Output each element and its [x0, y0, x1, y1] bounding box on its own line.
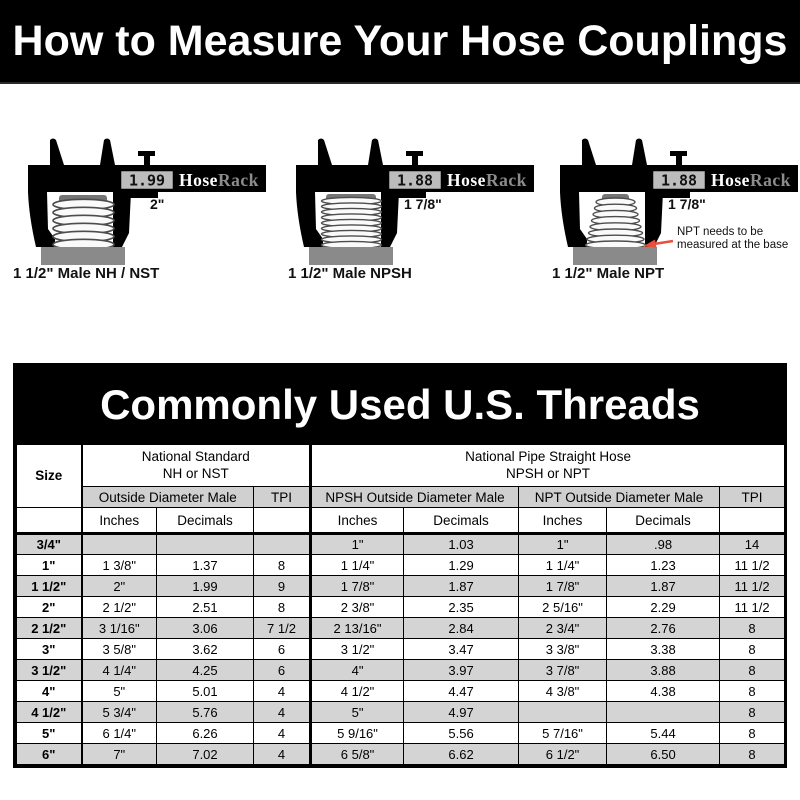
- table-cell: 1.87: [607, 576, 720, 597]
- table-cell: 1.87: [404, 576, 519, 597]
- table-cell: 2": [82, 576, 157, 597]
- col-header-tpi-2: TPI: [720, 487, 785, 508]
- table-cell: 7": [82, 744, 157, 765]
- table-cell: 1": [311, 534, 404, 555]
- table-cell: 11 1/2: [720, 576, 785, 597]
- table-cell: 2 13/16": [311, 618, 404, 639]
- table-cell: 3 7/8": [519, 660, 607, 681]
- col-header-decimals: Decimals: [607, 508, 720, 534]
- brand-part1: Hose: [447, 170, 486, 190]
- table-cell: 1.03: [404, 534, 519, 555]
- table-cell: 1": [519, 534, 607, 555]
- lcd-value: 1.88: [660, 171, 698, 190]
- brand-logo: [447, 170, 527, 190]
- col-header-npsh-od: NPSH Outside Diameter Male: [311, 487, 519, 508]
- table-cell: 2 3/8": [311, 597, 404, 618]
- npt-annotation-line2: measured at the base: [677, 239, 789, 251]
- col-header-size: Size: [17, 445, 82, 508]
- units-blank: [720, 508, 785, 534]
- table-row: [17, 555, 785, 576]
- table-cell: 1 3/8": [82, 555, 157, 576]
- table-cell: 4.97: [404, 702, 519, 723]
- lcd-value: 1.99: [128, 171, 166, 190]
- header-row-units: [17, 508, 785, 534]
- table-cell: 4 1/2": [311, 681, 404, 702]
- brand-part1: Hose: [711, 170, 750, 190]
- table-cell: 4": [17, 681, 82, 702]
- table-cell: 5.01: [157, 681, 254, 702]
- table-cell: 8: [720, 639, 785, 660]
- table-cell: 6.50: [607, 744, 720, 765]
- table-cell: 2.51: [157, 597, 254, 618]
- table-cell: 1.29: [404, 555, 519, 576]
- table-cell: 14: [720, 534, 785, 555]
- brand-part2: Rack: [485, 170, 527, 190]
- threads-table: [16, 444, 785, 765]
- table-cell: [82, 534, 157, 555]
- table-cell: 6 5/8": [311, 744, 404, 765]
- group2-line2: NPSH or NPT: [506, 465, 591, 481]
- table-row: [17, 660, 785, 681]
- coupling-threads: [53, 195, 114, 250]
- table-cell: 8: [720, 660, 785, 681]
- coupling-base: [41, 247, 125, 265]
- measure-label: 2": [150, 196, 165, 212]
- coupling-threads-tapered: [586, 194, 646, 249]
- brand-part2: Rack: [749, 170, 791, 190]
- table-cell: 4: [254, 702, 311, 723]
- units-blank: [254, 508, 311, 534]
- threads-table-container: [13, 363, 787, 768]
- caliper-figure-npsh: [268, 95, 536, 305]
- group2-line1: National Pipe Straight Hose: [465, 448, 631, 464]
- col-header-inches: Inches: [311, 508, 404, 534]
- table-cell: 1 1/2": [17, 576, 82, 597]
- table-cell: 6: [254, 639, 311, 660]
- page-title: How to Measure Your Hose Couplings: [12, 16, 788, 65]
- table-cell: 1 1/4": [519, 555, 607, 576]
- table-cell: 2 1/2": [82, 597, 157, 618]
- table-cell: .98: [607, 534, 720, 555]
- table-cell: 8: [254, 555, 311, 576]
- table-cell: 1.99: [157, 576, 254, 597]
- table-cell: 6 1/4": [82, 723, 157, 744]
- table-cell: 11 1/2: [720, 597, 785, 618]
- table-cell: 3 1/2": [311, 639, 404, 660]
- table-cell: 3 5/8": [82, 639, 157, 660]
- table-row: [17, 723, 785, 744]
- col-group-national-pipe: [311, 445, 785, 487]
- group1-line2: NH or NST: [162, 465, 229, 481]
- coupling-base: [309, 247, 393, 265]
- caliper-figures-section: [0, 95, 800, 305]
- table-cell: [519, 702, 607, 723]
- table-cell: 4 1/4": [82, 660, 157, 681]
- header-row-subgroups: [17, 487, 785, 508]
- table-cell: 9: [254, 576, 311, 597]
- npt-annotation-line1: NPT needs to be: [677, 226, 764, 238]
- coupling-threads: [322, 194, 382, 249]
- table-cell: 2": [17, 597, 82, 618]
- coupling-base: [573, 247, 657, 265]
- header-row-groups: [17, 445, 785, 487]
- table-cell: 3/4": [17, 534, 82, 555]
- table-cell: 4.25: [157, 660, 254, 681]
- table-cell: [157, 534, 254, 555]
- col-header-npt-od: NPT Outside Diameter Male: [519, 487, 720, 508]
- table-cell: 6.62: [404, 744, 519, 765]
- table-cell: 4 3/8": [519, 681, 607, 702]
- table-cell: 2.84: [404, 618, 519, 639]
- table-cell: 2.35: [404, 597, 519, 618]
- brand-logo: [711, 170, 791, 190]
- table-cell: 3 1/2": [17, 660, 82, 681]
- table-cell: 4 1/2": [17, 702, 82, 723]
- table-row: [17, 639, 785, 660]
- table-cell: 2 1/2": [17, 618, 82, 639]
- table-cell: 1 1/4": [311, 555, 404, 576]
- table-row: [17, 744, 785, 765]
- col-header-tpi-1: TPI: [254, 487, 311, 508]
- table-cell: 5 9/16": [311, 723, 404, 744]
- table-cell: [254, 534, 311, 555]
- page-header: [0, 0, 800, 84]
- col-header-inches: Inches: [519, 508, 607, 534]
- table-cell: 2.76: [607, 618, 720, 639]
- table-cell: 8: [720, 618, 785, 639]
- table-cell: 3.47: [404, 639, 519, 660]
- table-cell: 5": [311, 702, 404, 723]
- table-row: [17, 576, 785, 597]
- table-cell: 3 1/16": [82, 618, 157, 639]
- brand-part2: Rack: [217, 170, 259, 190]
- table-row: [17, 534, 785, 555]
- table-cell: 2.29: [607, 597, 720, 618]
- table-cell: 1.23: [607, 555, 720, 576]
- table-cell: 2 3/4": [519, 618, 607, 639]
- units-blank: [17, 508, 82, 534]
- table-cell: 3.88: [607, 660, 720, 681]
- table-cell: 6": [17, 744, 82, 765]
- group1-line1: National Standard: [141, 448, 250, 464]
- table-cell: 5.76: [157, 702, 254, 723]
- figure-caption: 1 1/2" Male NPT: [552, 265, 665, 282]
- table-body: [17, 534, 785, 765]
- table-title: Commonly Used U.S. Threads: [16, 366, 784, 444]
- table-row: [17, 681, 785, 702]
- col-header-decimals: Decimals: [157, 508, 254, 534]
- table-cell: 4.47: [404, 681, 519, 702]
- table-cell: 8: [720, 681, 785, 702]
- brand-part1: Hose: [179, 170, 218, 190]
- lcd-value: 1.88: [396, 171, 434, 190]
- table-cell: 5.44: [607, 723, 720, 744]
- table-cell: 3.62: [157, 639, 254, 660]
- table-cell: 1.37: [157, 555, 254, 576]
- caliper-figure-npt: [532, 95, 800, 305]
- table-cell: 4: [254, 744, 311, 765]
- col-header-od-male: Outside Diameter Male: [82, 487, 254, 508]
- table-cell: 5": [82, 681, 157, 702]
- table-cell: 7.02: [157, 744, 254, 765]
- table-cell: 6 1/2": [519, 744, 607, 765]
- table-cell: 3.38: [607, 639, 720, 660]
- table-cell: 1": [17, 555, 82, 576]
- table-cell: 8: [720, 744, 785, 765]
- table-cell: [607, 702, 720, 723]
- table-cell: 8: [720, 702, 785, 723]
- table-cell: 4.38: [607, 681, 720, 702]
- figure-caption: 1 1/2" Male NPSH: [288, 265, 412, 282]
- col-group-national-standard: [82, 445, 311, 487]
- table-cell: 8: [720, 723, 785, 744]
- caliper-diagram-icon: [268, 95, 536, 265]
- figure-caption: 1 1/2" Male NH / NST: [13, 265, 160, 282]
- table-cell: 3 3/8": [519, 639, 607, 660]
- table-cell: 5 7/16": [519, 723, 607, 744]
- table-row: [17, 597, 785, 618]
- table-cell: 4: [254, 681, 311, 702]
- brand-logo: [179, 170, 259, 190]
- table-cell: 2 5/16": [519, 597, 607, 618]
- table-cell: 4: [254, 723, 311, 744]
- table-cell: 6: [254, 660, 311, 681]
- table-cell: 5": [17, 723, 82, 744]
- table-cell: 6.26: [157, 723, 254, 744]
- measure-label: 1 7/8": [404, 196, 442, 212]
- table-cell: 3.97: [404, 660, 519, 681]
- table-cell: 8: [254, 597, 311, 618]
- caliper-diagram-icon: [0, 95, 268, 265]
- table-cell: 1 7/8": [311, 576, 404, 597]
- table-cell: 3.06: [157, 618, 254, 639]
- col-header-inches: Inches: [82, 508, 157, 534]
- table-row: [17, 618, 785, 639]
- col-header-decimals: Decimals: [404, 508, 519, 534]
- table-cell: 4": [311, 660, 404, 681]
- table-cell: 5.56: [404, 723, 519, 744]
- table-cell: 7 1/2: [254, 618, 311, 639]
- table-cell: 1 7/8": [519, 576, 607, 597]
- table-row: [17, 702, 785, 723]
- table-cell: 3": [17, 639, 82, 660]
- caliper-figure-nh-nst: [0, 95, 268, 305]
- caliper-diagram-icon: [532, 95, 800, 265]
- table-cell: 11 1/2: [720, 555, 785, 576]
- table-cell: 5 3/4": [82, 702, 157, 723]
- measure-label: 1 7/8": [668, 196, 706, 212]
